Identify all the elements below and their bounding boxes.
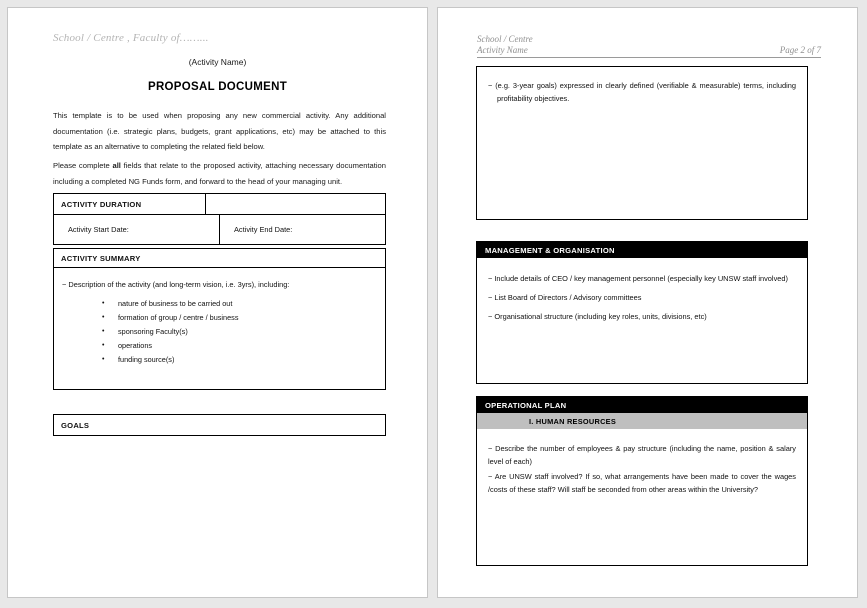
list-item: − Include details of CEO / key management personnel (especially key UNSW staff involved) [488, 274, 788, 283]
page-header [477, 34, 821, 58]
activity-summary-lead: − Description of the activity (and long-term vision, i.e. 3yrs), including: [62, 280, 290, 289]
list-item: • formation of group / centre / business [102, 311, 375, 325]
document-page-left [7, 7, 428, 598]
page-number: Page 2 of 7 [779, 45, 821, 55]
page-header-activity-name: Activity Name [477, 45, 528, 55]
activity-duration-blank-cell[interactable] [206, 194, 385, 214]
page-title: PROPOSAL DOCUMENT [147, 81, 288, 93]
goals-table [53, 414, 386, 436]
list-item: • operations [102, 339, 375, 353]
management-organisation-box [476, 241, 808, 384]
goals-continued-body [477, 67, 807, 105]
intro-2-part-b: fields that relate to the proposed activity, attaching necessary documentation including a completed NG Funds form, and forward to the head of your managing unit. [53, 161, 386, 186]
activity-summary-body[interactable] [54, 268, 385, 367]
list-item: − Are UNSW staff involved? If so, what arrangements have been made to cover the wages /costs of these staff? Will staff be seconded from other areas within the University? [488, 472, 796, 494]
page-header-school-faculty: School / Centre , Faculty of……... [53, 32, 209, 44]
document-page-right [437, 7, 858, 598]
intro-2-part-a: Please complete [53, 161, 113, 170]
intro-2-bold-all: all [112, 161, 121, 170]
activity-duration-table [53, 193, 386, 245]
list-item: • nature of business to be carried out [102, 297, 375, 311]
intro-paragraph-1: This template is to be used when proposing any new commercial activity. Any additional documentation (i.e. strategic plans, budgets, grant applications, etc) may be attached to this template as an alternative to completing the related field below. [53, 111, 386, 151]
goals-header: GOALS [61, 420, 90, 430]
activity-summary-table [53, 248, 386, 390]
activity-summary-header: ACTIVITY SUMMARY [61, 253, 141, 263]
list-item: − Organisational structure (including key roles, units, divisions, etc) [488, 312, 707, 321]
management-organisation-body[interactable] [477, 258, 807, 323]
table-row [54, 415, 385, 435]
table-row [54, 194, 385, 215]
page-header-row [477, 45, 821, 56]
list-item: − List Board of Directors / Advisory committees [488, 293, 642, 302]
table-row [54, 249, 385, 268]
activity-summary-bullet-list [62, 297, 375, 367]
activity-end-date-field[interactable]: Activity End Date: [234, 224, 293, 234]
operational-plan-body[interactable] [477, 429, 807, 496]
intro-paragraph-2 [53, 158, 386, 189]
operational-plan-box [476, 396, 808, 566]
goals-continued-box[interactable] [476, 66, 808, 220]
goals-continued-text: − (e.g. 3-year goals) expressed in clearly defined (verifiable & measurable) terms, including profitability objectives. [488, 81, 796, 103]
human-resources-subheader: I. HUMAN RESOURCES [477, 413, 807, 429]
operational-plan-header: OPERATIONAL PLAN [477, 397, 807, 413]
page-header-school-centre: School / Centre [477, 34, 533, 44]
activity-duration-header: ACTIVITY DURATION [54, 194, 206, 214]
list-item: • sponsoring Faculty(s) [102, 325, 375, 339]
list-item: − Describe the number of employees & pay structure (including the name, position & salary level of each) [488, 444, 796, 466]
management-organisation-header: MANAGEMENT & ORGANISATION [477, 242, 807, 258]
list-item: • funding source(s) [102, 353, 375, 367]
activity-start-date-field[interactable]: Activity Start Date: [54, 215, 220, 244]
activity-name-placeholder: (Activity Name) [188, 57, 247, 67]
table-row [54, 215, 385, 244]
